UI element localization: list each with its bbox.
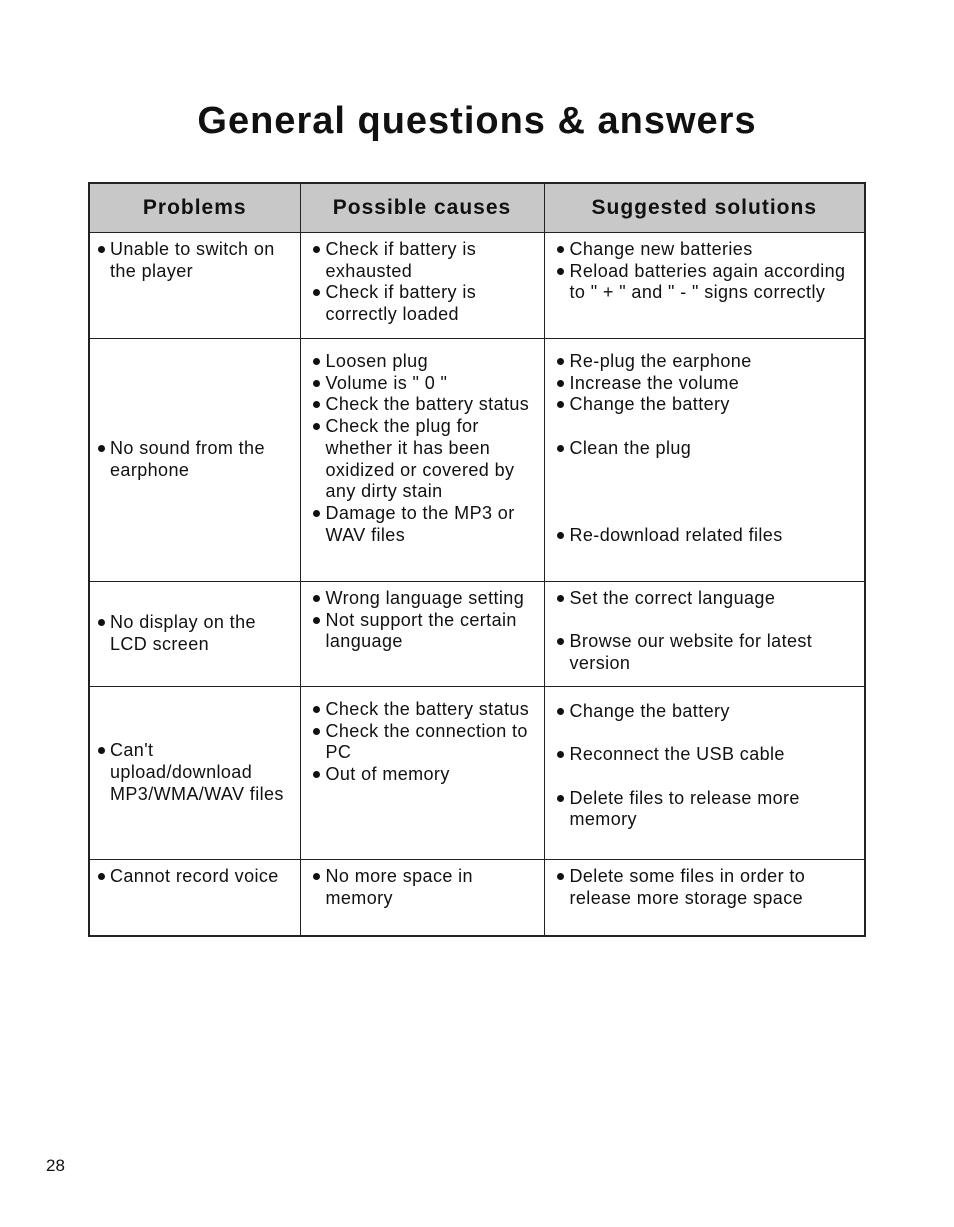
cause-item: Check if battery is exhausted	[309, 239, 536, 282]
problem-text: No display on the LCD screen	[98, 612, 298, 655]
table-row	[89, 582, 865, 687]
solutions-cell	[544, 582, 865, 687]
solution-item: Change the battery	[553, 394, 857, 416]
solution-item: Re-plug the earphone	[553, 351, 857, 373]
solutions-cell	[544, 233, 865, 339]
problem-cell	[89, 339, 300, 582]
solutions-cell	[544, 860, 865, 936]
causes-cell	[300, 339, 544, 582]
solution-item: Change the battery	[553, 701, 857, 723]
solution-item: Delete some files in order to release more storage space	[553, 866, 857, 909]
solution-item: Clean the plug	[553, 438, 857, 460]
problem-cell	[89, 687, 300, 860]
header-suggested-solutions: Suggested solutions	[544, 183, 865, 233]
solution-item: Increase the volume	[553, 373, 857, 395]
cause-item: Volume is " 0 "	[309, 373, 536, 395]
solution-item: Delete files to release more memory	[553, 788, 857, 831]
problem-cell	[89, 582, 300, 687]
solution-item: Change new batteries	[553, 239, 857, 261]
cause-item: Check if battery is correctly loaded	[309, 282, 536, 325]
header-possible-causes: Possible causes	[300, 183, 544, 233]
table-row	[89, 687, 865, 860]
solutions-cell	[544, 687, 865, 860]
cause-item: Damage to the MP3 or WAV files	[309, 503, 536, 546]
problem-text: No sound from the earphone	[98, 438, 298, 481]
cause-item: Check the battery status	[309, 699, 536, 721]
cause-item: Out of memory	[309, 764, 536, 786]
cause-item: Wrong language setting	[309, 588, 536, 610]
solution-item: Reconnect the USB cable	[553, 744, 857, 766]
causes-cell	[300, 687, 544, 860]
problem-text: Cannot record voice	[98, 866, 298, 888]
solution-item: Browse our website for latest version	[553, 631, 857, 674]
solution-item: Re-download related files	[553, 525, 857, 547]
causes-cell	[300, 860, 544, 936]
cause-item: Check the plug for whether it has been oxidized or covered by any dirty stain	[309, 416, 536, 503]
problem-text: Unable to switch on the player	[98, 239, 298, 282]
cause-item: Not support the certain language	[309, 610, 536, 653]
header-problems: Problems	[89, 183, 300, 233]
causes-cell	[300, 582, 544, 687]
problem-cell	[89, 233, 300, 339]
table-row	[89, 233, 865, 339]
problem-cell	[89, 860, 300, 936]
table-header-row	[89, 183, 865, 233]
page-title: General questions & answers	[197, 100, 757, 142]
qa-table	[88, 182, 866, 937]
cause-item: Loosen plug	[309, 351, 536, 373]
problem-text: Can't upload/download MP3/WMA/WAV files	[98, 740, 298, 805]
table-row	[89, 860, 865, 936]
solution-item: Set the correct language	[553, 588, 857, 610]
solutions-cell	[544, 339, 865, 582]
causes-cell	[300, 233, 544, 339]
solution-item: Reload batteries again according to " + " and " - " signs correctly	[553, 261, 857, 304]
cause-item: No more space in memory	[309, 866, 536, 909]
page-number: 28	[46, 1156, 65, 1175]
cause-item: Check the connection to PC	[309, 721, 536, 764]
cause-item: Check the battery status	[309, 394, 536, 416]
table-row	[89, 339, 865, 582]
